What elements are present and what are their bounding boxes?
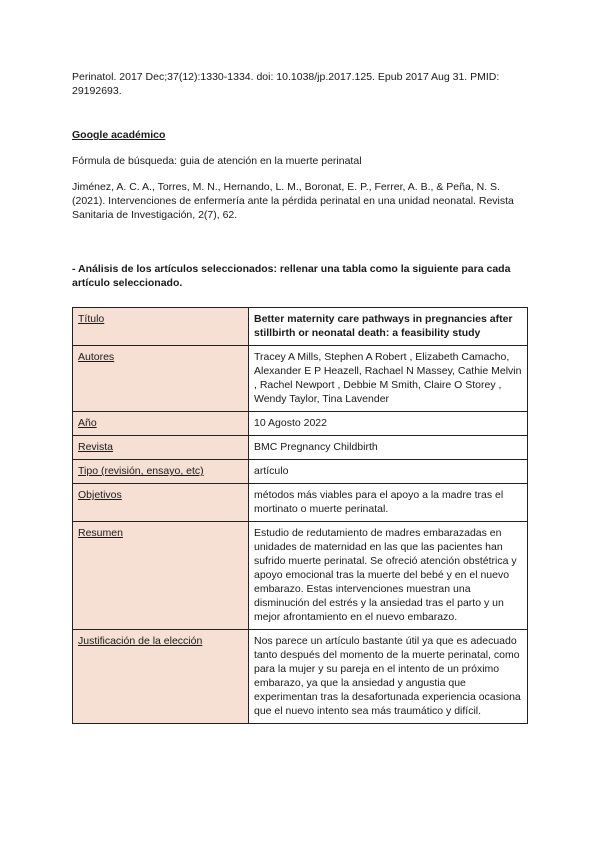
row-label-titulo: Título <box>73 308 249 346</box>
table-row <box>73 412 528 436</box>
document-page <box>72 70 528 724</box>
table-row <box>73 522 528 630</box>
instruction-text: - Análisis de los artículos seleccionados: rellenar una tabla como la siguiente para cada artículo seleccionado. <box>72 263 511 289</box>
row-label-revista: Revista <box>73 436 249 460</box>
row-value-resumen: Estudio de redutamiento de madres embarazadas en unidades de maternidad en las que las pacientes han sufrido muerte perinatal. Se ofreció atención obstétrica y apoyo emocional tras la muerte del bebé y en el nuevo embarazo. Estas intervenciones muestran una disminución del estrés y la ansiedad tras el parto y un mejor afrontamiento en el nuevo embarazo. <box>249 522 528 630</box>
table-row <box>73 308 528 346</box>
row-label-autores: Autores <box>73 346 249 412</box>
table-row <box>73 484 528 522</box>
row-label-ano: Año <box>73 412 249 436</box>
row-label-objetivos: Objetivos <box>73 484 249 522</box>
row-value-titulo: Better maternity care pathways in pregnancies after stillbirth or neonatal death: a feasibility study <box>249 308 528 346</box>
row-value-revista: BMC Pregnancy Childbirth <box>249 436 528 460</box>
reference-google: Jiménez, A. C. A., Torres, M. N., Hernando, L. M., Boronat, E. P., Ferrer, A. B., & Peña, N. S. (2021). Intervenciones de enfermería ante la pérdida perinatal en una unidad neonatal. Revista Sanitaria de Investigación, 2(7), 62. <box>72 181 514 221</box>
row-value-ano: 10 Agosto 2022 <box>249 412 528 436</box>
row-value-tipo: artículo <box>249 460 528 484</box>
reference-pubmed: Perinatol. 2017 Dec;37(12):1330-1334. doi: 10.1038/jp.2017.125. Epub 2017 Aug 31. PMID: 29192693. <box>72 71 500 97</box>
row-label-tipo: Tipo (revisión, ensayo, etc) <box>73 460 249 484</box>
row-label-justificacion: Justificación de la elección <box>73 630 249 724</box>
table-row <box>73 630 528 724</box>
section-heading-google: Google académico <box>72 129 166 141</box>
article-analysis-table <box>72 307 528 724</box>
table-row <box>73 460 528 484</box>
row-value-autores: Tracey A Mills, Stephen A Robert , Elizabeth Camacho, Alexander E P Heazell, Rachael N Massey, Cathie Melvin , Rachel Newport , Debbie M Smith, Claire O Storey , Wendy Taylor, Tina Lavender <box>249 346 528 412</box>
row-label-resumen: Resumen <box>73 522 249 630</box>
row-value-justificacion: Nos parece un artículo bastante útil ya que es adecuado tanto después del momento de la muerte perinatal, como para la mujer y su pareja en el intento de un próximo embarazo, ya que la ansiedad y angustia que experimentan tras la desafortunada experiencia ocasiona que el nuevo intento sea más traumático y difícil. <box>249 630 528 724</box>
row-value-objetivos: métodos más viables para el apoyo a la madre tras el mortinato o muerte perinatal. <box>249 484 528 522</box>
table-row <box>73 346 528 412</box>
search-formula: Fórmula de búsqueda: guia de atención en la muerte perinatal <box>72 155 362 167</box>
table-row <box>73 436 528 460</box>
